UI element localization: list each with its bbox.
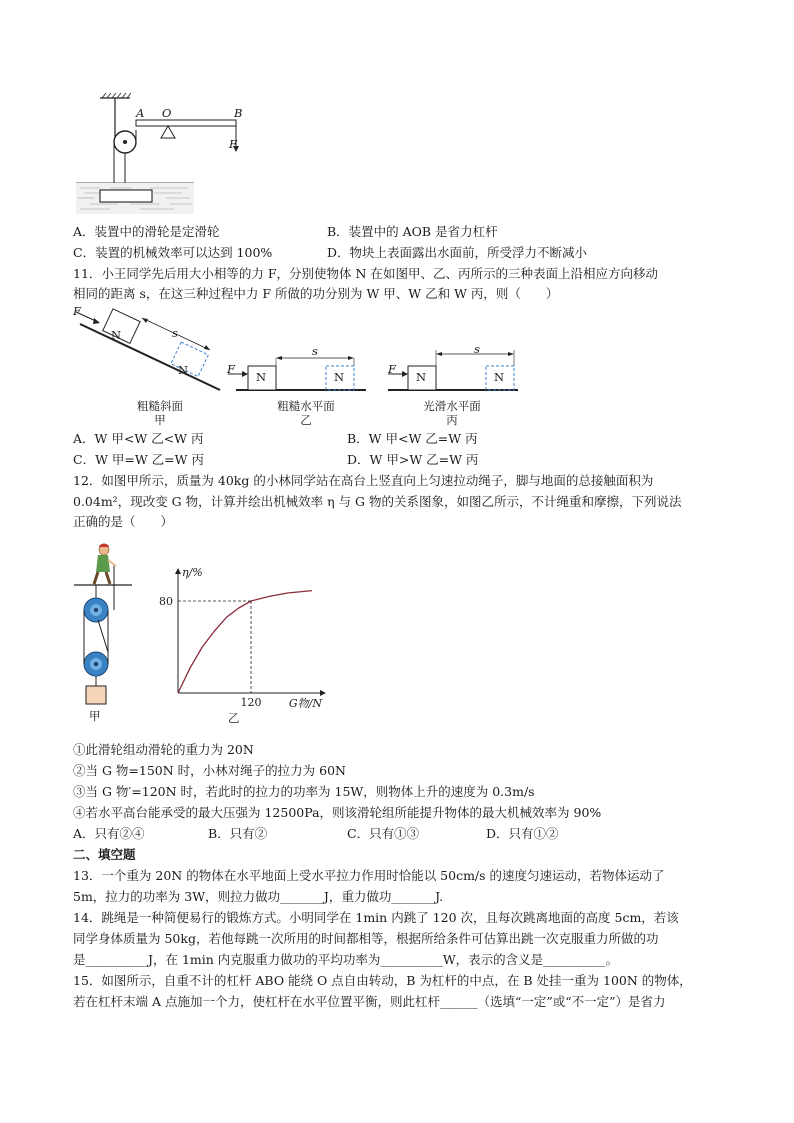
caption-jia-2: 甲 [154, 413, 166, 427]
y-axis-label: η/% [182, 568, 203, 579]
q11-label-f-yi: F [227, 362, 235, 376]
label-B: B [234, 106, 243, 120]
caption-yi-1: 粗糙水平面 [277, 399, 335, 413]
q10-figure [70, 92, 300, 216]
q11-label-n-jia-2: N [178, 363, 189, 377]
y-tick-label: 80 [159, 595, 173, 608]
q12-option-c[interactable]: C．只有①③ [347, 826, 420, 841]
q13-line2: 5m，拉力的功率为 3W，则拉力做功_______J，重力做功_______J. [73, 889, 444, 904]
q12-option-b[interactable]: B．只有② [208, 826, 268, 841]
label-F: F [229, 137, 237, 151]
q12-statement-4: ④若水平高台能承受的最大压强为 12500Pa，则该滑轮组所能提升物体的最大机械效率为 90% [73, 805, 602, 820]
q11-label-s-jia: s [172, 326, 178, 340]
caption-yi-2: 乙 [300, 413, 312, 427]
q11-stem-line2: 相同的距离 s，在这三种过程中力 F 所做的功分别为 W 甲、W 乙和 W 丙，则（ ） [73, 286, 559, 301]
q10-option-b[interactable]: B．装置中的 AOB 是省力杠杆 [327, 224, 498, 239]
q12-option-a[interactable]: A．只有②④ [73, 826, 145, 841]
q11-stem-line1: 11．小王同学先后用大小相等的力 F，分别使物体 N 在如图甲、乙、丙所示的三种表面上沿相应方向移动 [73, 266, 658, 281]
q13-line1: 13．一个重为 20N 的物体在水平地面上受水平拉力作用时恰能以 50cm/s 的速度匀速运动，若物体运动了 [73, 868, 665, 883]
q11-option-d[interactable]: D．W 甲>W 乙=W 丙 [347, 452, 479, 467]
x-tick-label: 120 [240, 696, 262, 709]
q14-line1: 14．跳绳是一种简便易行的锻炼方式。小明同学在 1min 内跳了 120 次，且每次跳离地面的高度 5cm，若该 [73, 910, 679, 925]
label-O: O [162, 106, 172, 120]
label-A: A [136, 106, 145, 120]
q12-option-d[interactable]: D．只有①② [486, 826, 559, 841]
q12-fig-yi-label: 乙 [228, 711, 240, 725]
q12-statement-1: ①此滑轮组动滑轮的重力为 20N [73, 742, 254, 757]
q15-line1: 15．如图所示，自重不计的杠杆 ABO 能绕 O 点自由转动，B 为杠杆的中点，在 B 处挂一重为 100N 的物体， [73, 973, 692, 988]
q11-label-f-bing: F [388, 362, 396, 376]
q11-label-n-bing-2: N [494, 370, 505, 384]
q15-line2: 若在杠杆末端 A 点施加一个力，使杠杆在水平位置平衡，则此杠杆______（选填“一定”或“不一定”）是省力 [73, 994, 666, 1009]
caption-bing-1: 光滑水平面 [423, 399, 481, 413]
q12-fig-jia-label: 甲 [89, 709, 101, 723]
q11-label-f-jia: F [73, 304, 81, 318]
section-fill-blank-heading: 二、填空题 [73, 847, 136, 862]
q11-label-n-bing-1: N [416, 370, 427, 384]
q11-option-c[interactable]: C．W 甲=W 乙=W 丙 [73, 452, 204, 467]
q11-option-a[interactable]: A．W 甲<W 乙<W 丙 [73, 431, 204, 446]
q12-stem-line3: 正确的是（ ） [73, 514, 174, 529]
q11-option-b[interactable]: B．W 甲<W 乙=W 丙 [347, 431, 478, 446]
q10-option-a[interactable]: A．装置中的滑轮是定滑轮 [73, 224, 220, 239]
q12-stem-line1: 12．如图甲所示，质量为 40kg 的小林同学站在高台上竖直向上匀速拉动绳子，脚与地面的总接触面积为 [73, 473, 654, 488]
q11-label-n-yi-1: N [256, 370, 267, 384]
q12-stem-line2: 0.04m²，现改变 G 物，计算并绘出机械效率 η 与 G 物的关系图象，如图乙所示，不计绳重和摩擦，下列说法 [73, 494, 682, 509]
q11-label-s-yi: s [312, 344, 318, 358]
x-axis-label: G物/N [288, 697, 322, 710]
efficiency-curve [178, 591, 312, 693]
q10-option-d[interactable]: D．物块上表面露出水面前，所受浮力不断减小 [327, 245, 588, 260]
q14-line3: 是__________J，在 1min 内克服重力做功的平均功率为__________W，表示的含义是__________。 [73, 952, 619, 967]
q11-label-n-yi-2: N [334, 370, 345, 384]
caption-bing-2: 丙 [446, 413, 458, 427]
q12-efficiency-chart [150, 568, 330, 718]
caption-jia-1: 粗糙斜面 [137, 399, 183, 413]
q12-statement-3: ③当 G 物′=120N 时，若此时的拉力的功率为 15W，则物体上升的速度为 0.3m/s [73, 784, 535, 799]
x-axis-arrow [320, 690, 326, 696]
q11-label-n-jia-1: N [111, 328, 122, 342]
q14-line2: 同学身体质量为 50kg，若他每跳一次所用的时间都相等，根据所给条件可估算出跳一次克服重力所做的功 [73, 931, 659, 946]
y-axis-arrow [175, 568, 181, 574]
q12-pulley-figure [72, 540, 142, 720]
q12-statement-2: ②当 G 物=150N 时，小林对绳子的拉力为 60N [73, 763, 346, 778]
q11-label-s-bing: s [474, 342, 480, 356]
q10-option-c[interactable]: C．装置的机械效率可以达到 100% [73, 245, 273, 260]
